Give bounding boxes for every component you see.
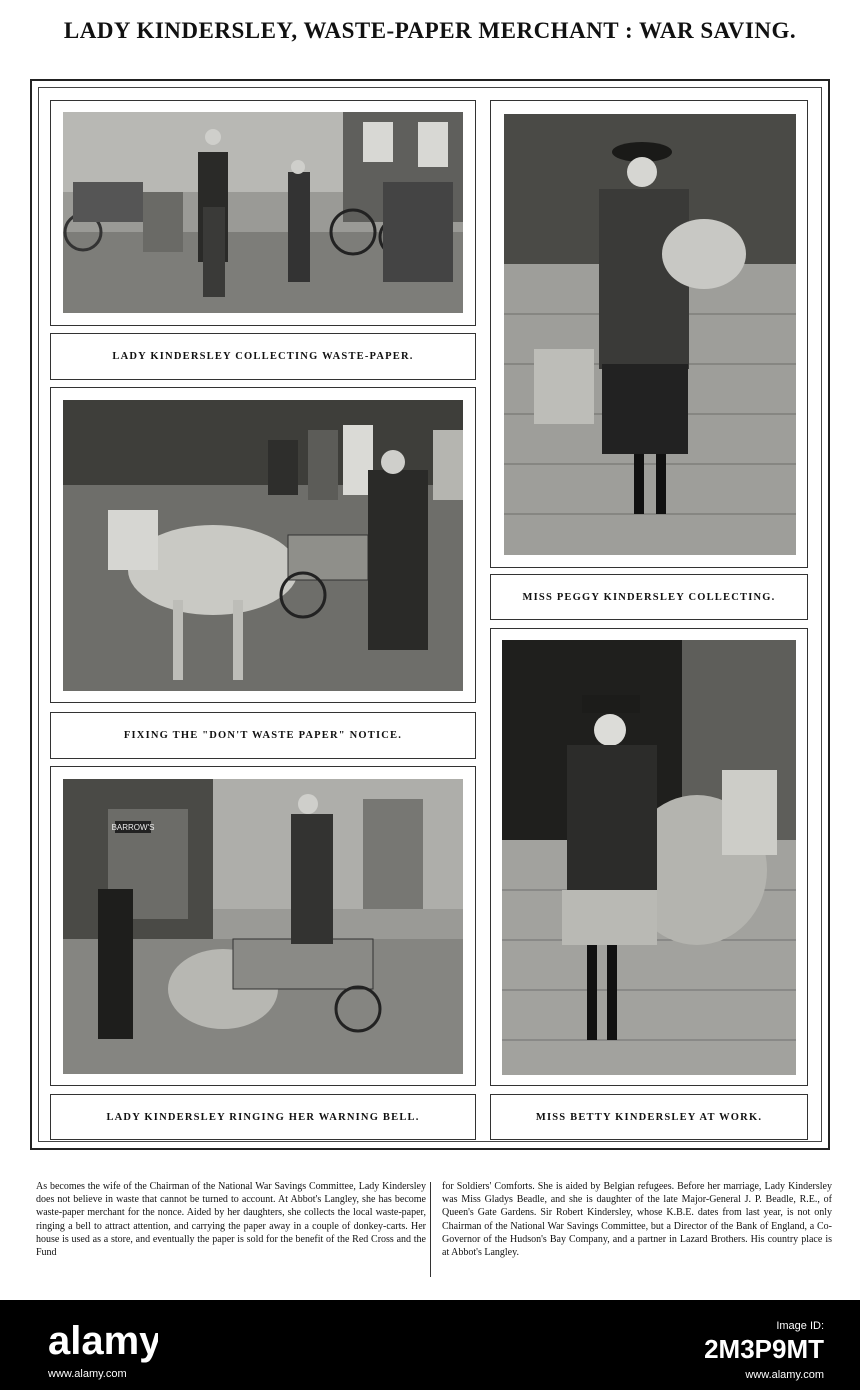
image-id-code: 2M3P9MT	[704, 1334, 824, 1364]
image-id-block	[704, 1316, 824, 1383]
photo-fixing-notice	[63, 400, 463, 691]
page-title: LADY KINDERSLEY, WASTE-PAPER MERCHANT : WAR SAVING.	[63, 18, 797, 43]
photo-collecting-waste-paper	[63, 112, 463, 313]
caption-peggy: MISS PEGGY KINDERSLEY COLLECTING.	[490, 574, 808, 620]
caption-betty: MISS BETTY KINDERSLEY AT WORK.	[490, 1094, 808, 1140]
article-column-1: As becomes the wife of the Chairman of the National War Savings Committee, Lady Kindersley does not believe in waste that cannot be turned to account. At Abbot's Langley, she has become waste-paper merchant for the nonce. Aided by her daughters, she collects the local waste-paper, ringing a bell to attract attention, and carrying the paper away in a couple of donkey-carts. Her house is used as a store, and eventually the paper is sold for the benefit of the Red Cross and the Fund	[36, 1181, 426, 1259]
alamy-url-left: www.alamy.com	[48, 1368, 127, 1380]
photo-betty-at-work	[502, 640, 796, 1075]
photo-ringing-bell	[63, 779, 463, 1074]
article-column-2: for Soldiers' Comforts. She is aided by Belgian refugees. Before her marriage, Lady Kindersley was Miss Gladys Beadle, and she is daughter of the late Major-General J. P. Beadle, R.E., of Queen's Gate Gardens. Sir Robert Kindersley, whose K.B.E. dates from last year, is not only Chairman of the National War Savings Committee, but a Director of the Bank of England, a Co-Governor of the Hudson's Bay Company, and a partner in Lazard Brothers. His country place is at Abbot's Langley.	[442, 1181, 832, 1259]
alamy-logo	[48, 1312, 158, 1368]
image-id-label: Image ID:	[776, 1320, 824, 1332]
caption-bell: LADY KINDERSLEY RINGING HER WARNING BELL.	[50, 1094, 476, 1140]
svg-text:alamy: alamy	[48, 1319, 158, 1363]
caption-notice: FIXING THE "DON'T WASTE PAPER" NOTICE.	[50, 712, 476, 759]
shop-sign-text: BARROW'S	[111, 823, 155, 832]
photo-peggy-collecting	[504, 114, 796, 555]
alamy-url-right: www.alamy.com	[745, 1369, 824, 1381]
column-divider	[430, 1182, 431, 1277]
caption-collecting: LADY KINDERSLEY COLLECTING WASTE-PAPER.	[50, 333, 476, 380]
